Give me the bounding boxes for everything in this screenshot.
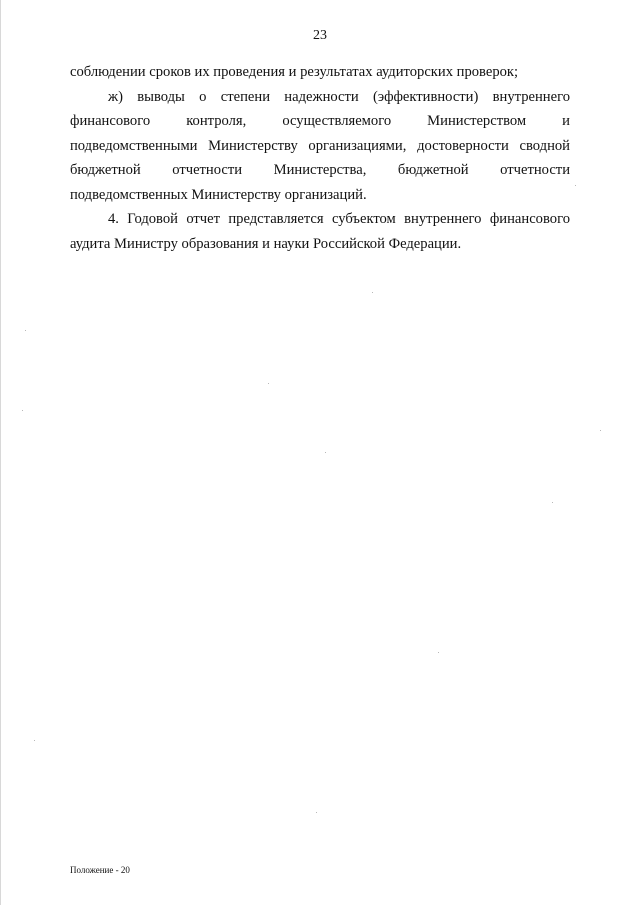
scan-speck <box>316 812 317 813</box>
scan-speck <box>34 740 35 741</box>
page-number: 23 <box>313 28 327 43</box>
footer-label: Положение - 20 <box>70 865 130 875</box>
paragraph-continuation: соблюдении сроков их проведения и результатах аудиторских проверок; <box>70 64 519 80</box>
document-body <box>70 60 570 256</box>
scan-speck <box>25 330 26 331</box>
paragraph-item-zh: ж) выводы о степени надежности (эффективности) внутреннего финансового контроля, осуществляемого Министерством и подведомственными Министерству организациями, достоверности сводной бюджетной отчетности Министерства, бюджетной отчетности подведомственных Министерству организаций. <box>70 88 570 203</box>
paragraph-item-4: 4. Годовой отчет представляется субъектом внутреннего финансового аудита Министру образования и науки Российской Федерации. <box>70 211 570 252</box>
scan-speck <box>268 383 269 384</box>
scan-speck <box>438 652 439 653</box>
scan-speck <box>372 292 373 293</box>
scan-speck <box>575 185 576 186</box>
scan-speck <box>22 410 23 411</box>
scan-speck <box>325 452 326 453</box>
scan-speck <box>552 502 553 503</box>
scan-edge <box>0 0 1 905</box>
scan-speck <box>600 430 601 431</box>
